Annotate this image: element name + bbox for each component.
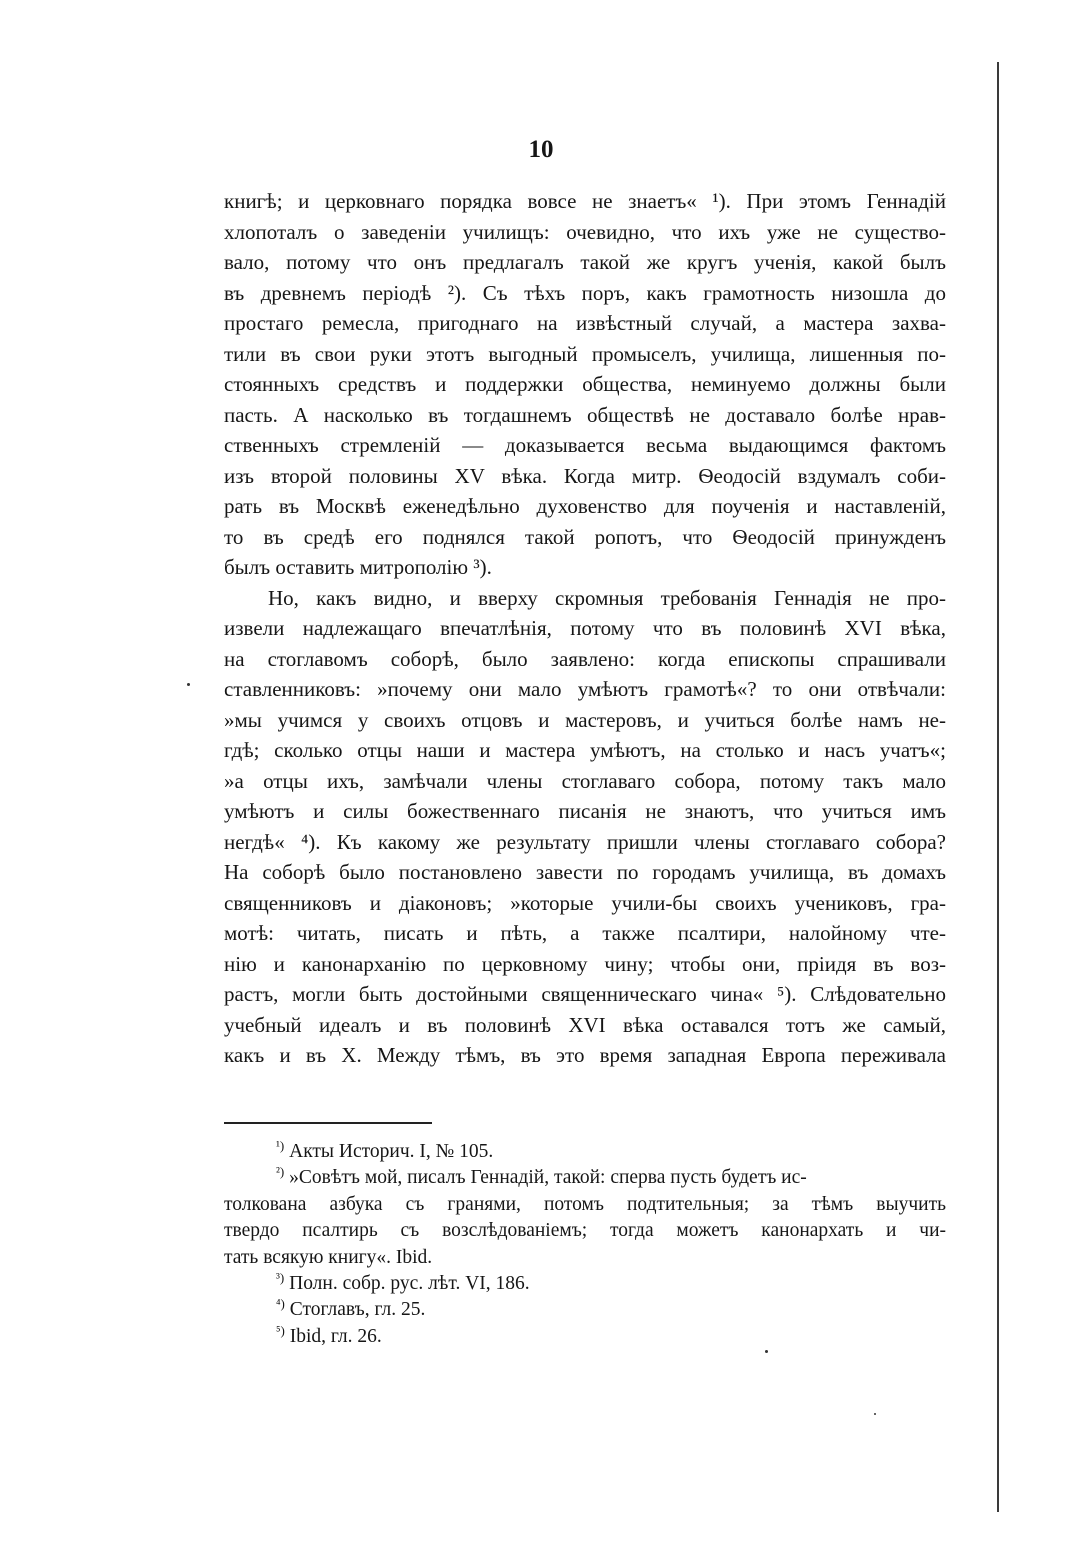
page-edge-rule <box>997 62 999 1512</box>
text-line: нію и канонарханію по церковному чину; чтобы они, пріидя въ воз- <box>224 951 946 976</box>
scan-speck <box>187 683 190 686</box>
scan-speck <box>874 1413 876 1415</box>
text-line: ставленниковъ: »почему они мало умѣютъ грамотѣ«? то они отвѣчали: <box>224 677 946 701</box>
text-line: вало, потому что онъ предлагалъ такой же кругъ ученія, какой былъ <box>224 250 946 274</box>
text-line: тили въ свои руки этотъ выгодный промыселъ, училища, лишенныя по- <box>224 341 946 366</box>
paragraph-start-line: Но, какъ видно, и вверху скромныя требованія Геннадія не про- <box>268 585 946 610</box>
footnote-2: $^{^2)}$ »Совѣтъ мой, писалъ Геннадій, такой: сперва пусть будетъ ис- <box>276 1164 807 1189</box>
text-line: умѣютъ и силы божественнаго писанія не знаютъ, что учиться имъ <box>224 799 946 823</box>
footnote-1: $^{^1)}$ Акты Историч. I, № 105. <box>276 1138 494 1162</box>
text-line: рать въ Москвѣ еженедѣльно духовенство для поученія и наставленій, <box>224 494 946 518</box>
text-line: книгѣ; и церковнаго порядка вовсе не знаетъ« ¹). При этомъ Геннадій <box>224 189 946 213</box>
text-line: »мы учимся у своихъ отцовъ и мастеровъ, и учиться болѣе намъ не- <box>224 707 946 732</box>
text-line: На соборѣ было постановлено завести по городамъ училища, въ домахъ <box>224 860 946 884</box>
text-line: учебный идеалъ и въ половинѣ XVI вѣка оставался тотъ же самый, <box>224 1012 946 1037</box>
text-line: какъ и въ X. Между тѣмъ, въ это время западная Европа переживала <box>224 1043 946 1067</box>
text-line: въ древнемъ періодѣ ²). Съ тѣхъ поръ, какъ грамотность низошла до <box>224 280 946 305</box>
footnote-5: $^{^5)}$ Ibid, гл. 26. <box>276 1322 382 1347</box>
footnote-2-line: твердо псалтирь съ возслѣдованіемъ; тогда можетъ канонархать и чи- <box>224 1220 946 1242</box>
text-line: изъ второй половины XV вѣка. Когда митр. Ѳеодосій вздумалъ соби- <box>224 463 946 488</box>
paragraph-end-line: былъ оставить митрополію ³). <box>224 555 492 579</box>
text-line: растъ, могли быть достойными священническаго чина« ⁵). Слѣдовательно <box>224 982 946 1006</box>
footnote-separator <box>224 1122 432 1124</box>
footnotes <box>224 1139 946 1350</box>
text-line: негдѣ« ⁴). Къ какому же результату пришли члены стоглаваго собора? <box>224 829 946 854</box>
text-line: стоянныхъ средствъ и поддержки общества, неминуемо должны были <box>224 372 946 396</box>
footnote-2-line: толкована азбука съ гранями, потомъ подтительныя; за тѣмъ выучить <box>224 1193 946 1215</box>
footnote-3: $^{^3)}$ Полн. собр. рус. лѣт. VI, 186. <box>276 1269 530 1294</box>
footnote-4: $^{^4)}$ Стоглавъ, гл. 25. <box>276 1296 426 1321</box>
text-line: гдѣ; сколько отцы наши и мастера умѣютъ, на столько и насъ учатъ«; <box>224 738 946 762</box>
text-line: »а отцы ихъ, замѣчали члены стоглаваго собора, потому такъ мало <box>224 768 946 793</box>
scan-speck <box>765 1350 768 1353</box>
text-line: ственныхъ стремленій — доказывается весьма выдающимся фактомъ <box>224 433 946 457</box>
page-number: 10 <box>528 136 554 163</box>
text-line: на стоглавомъ соборѣ, было заявлено: когда епископы спрашивали <box>224 646 946 671</box>
text-line: мотѣ: читать, писать и пѣть, а также псалтири, налойному чте- <box>224 921 946 945</box>
footnote-2-line: тать всякую книгу«. Ibid. <box>224 1246 433 1268</box>
text-line: священниковъ и діаконовъ; »которые учили-бы своихъ учениковъ, гра- <box>224 890 946 915</box>
text-line: простаго ремесла, пригоднаго на извѣстный случай, а мастера захва- <box>224 311 946 335</box>
text-line: хлопоталъ о заведеніи училищъ: очевидно, что ихъ уже не существо- <box>224 219 946 244</box>
body-text <box>224 186 946 1071</box>
text-line: извели надлежащаго впечатлѣнія, потому что въ половинѣ XVI вѣка, <box>224 616 946 640</box>
text-line: пасть. А насколько въ тогдашнемъ обществѣ не доставало болѣе нрав- <box>224 402 946 427</box>
text-line: то въ средѣ его поднялся такой ропотъ, что Ѳеодосій принужденъ <box>224 524 946 549</box>
